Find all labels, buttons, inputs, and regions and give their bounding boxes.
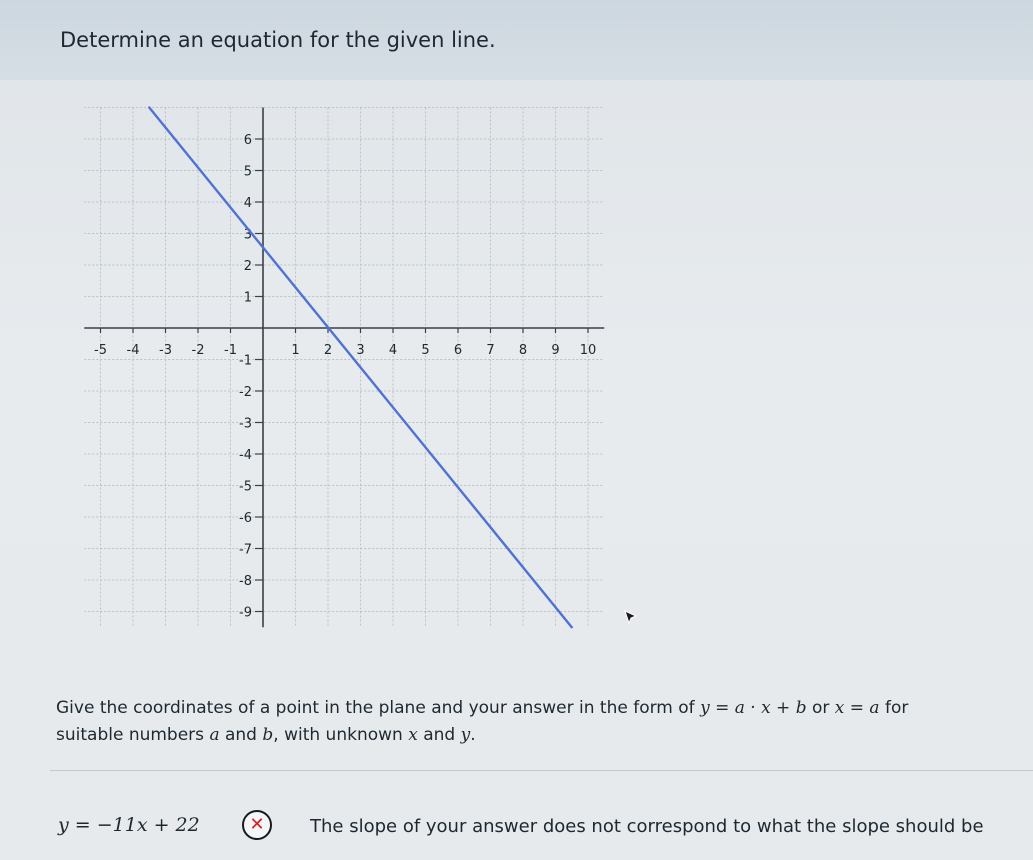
vertical-form-equation: x = a [834, 698, 880, 718]
coordinate-plane [75, 80, 615, 660]
x-tick-label: -5 [94, 343, 107, 358]
y-tick-label: 2 [243, 259, 252, 274]
x-tick-label: -4 [126, 343, 140, 358]
x-tick-label: 9 [551, 343, 560, 358]
x-tick-label: 4 [388, 343, 398, 358]
var-a: a [209, 725, 220, 745]
or-text: or [806, 698, 835, 718]
unknown-text: , with unknown [273, 725, 409, 745]
y-tick-label: -5 [239, 479, 252, 495]
answer-input[interactable]: y = −11x + 22 [58, 814, 200, 836]
and-text-2: and [417, 725, 461, 745]
mouse-cursor-icon [624, 610, 638, 624]
y-tick-label: -6 [239, 511, 252, 526]
question-title: Determine an equation for the given line. [60, 28, 496, 52]
instructions [56, 695, 1016, 749]
x-tick-label: 6 [453, 343, 463, 358]
form-equation: y = a · x + b [700, 698, 807, 718]
var-x: x [408, 725, 418, 745]
var-y: y [460, 725, 471, 745]
instruction-text-2: suitable numbers [56, 725, 210, 745]
divider [50, 770, 1033, 771]
y-tick-label: 4 [243, 196, 252, 211]
y-tick-label: -4 [239, 448, 252, 463]
x-tick-label: 1 [291, 343, 300, 358]
x-tick-label: -2 [191, 343, 205, 358]
and-text: and [219, 725, 263, 745]
x-tick-label: 3 [356, 343, 365, 358]
y-tick-label: 5 [243, 164, 252, 180]
y-tick-label: -8 [239, 574, 252, 589]
y-tick-label: 6 [243, 133, 252, 148]
y-tick-label: 3 [243, 227, 252, 243]
x-tick-label: 2 [323, 343, 333, 358]
feedback-message: The slope of your answer does not correspond to what the slope should be [310, 816, 984, 837]
x-tick-label: -1 [224, 343, 237, 358]
x-tick-label: -3 [159, 343, 172, 358]
incorrect-icon: ✕ [242, 810, 272, 840]
for-text: for [879, 698, 909, 718]
period: . [470, 725, 476, 745]
y-tick-label: -9 [239, 605, 252, 621]
x-tick-label: 5 [421, 343, 430, 358]
x-tick-label: 8 [518, 343, 528, 358]
answer-row [58, 810, 1033, 844]
y-tick-label: -7 [239, 542, 252, 558]
y-tick-label: -1 [239, 353, 252, 369]
var-b: b [262, 725, 274, 745]
y-tick-label: 1 [243, 290, 252, 306]
x-tick-label: 7 [486, 343, 495, 358]
x-tick-label: 10 [579, 343, 597, 358]
instruction-text: Give the coordinates of a point in the plane and your answer in the form of [56, 698, 701, 718]
y-tick-label: -2 [239, 385, 252, 400]
y-tick-label: -3 [239, 416, 252, 432]
